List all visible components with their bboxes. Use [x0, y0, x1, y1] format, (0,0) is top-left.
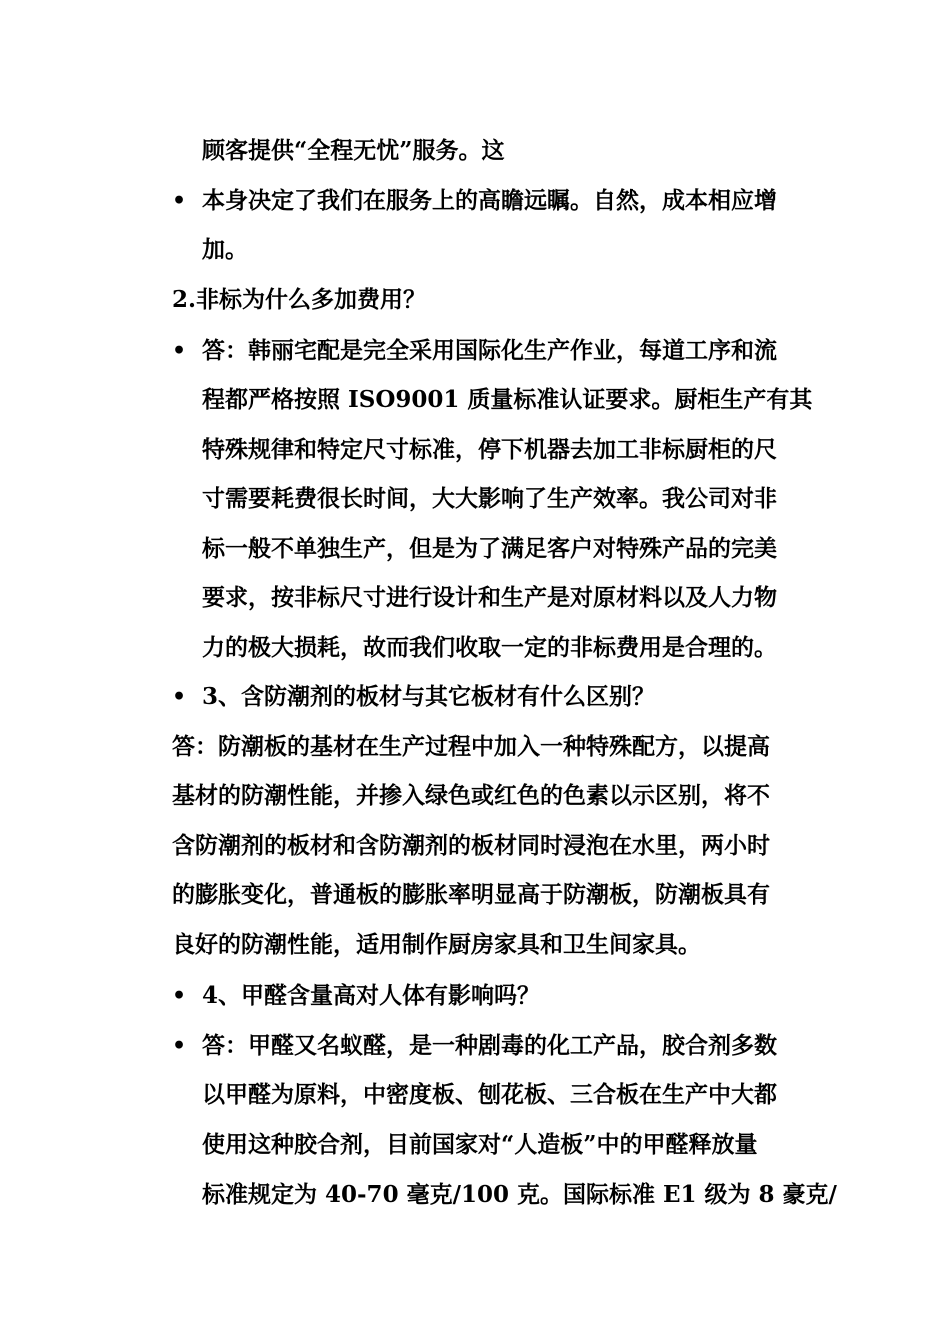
text-line: 本身决定了我们在服务上的高瞻远瞩。自然，成本相应增: [202, 187, 777, 214]
text-line: 力的极大损耗，故而我们收取一定的非标费用是合理的。: [202, 634, 777, 661]
text-line: 使用这种胶合剂，目前国家对“人造板”中的甲醛释放量: [202, 1131, 758, 1158]
text-line: 的膨胀变化，普通板的膨胀率明显高于防潮板，防潮板具有: [172, 881, 770, 908]
text-line: 加。: [202, 236, 248, 263]
text-line: 标一般不单独生产，但是为了满足客户对特殊产品的完美: [202, 535, 777, 562]
text-line: 标准规定为 40-70 毫克/100 克。国际标准 E1 级为 8 豪克/: [202, 1181, 837, 1208]
text-line: 答：甲醛又名蚁醛，是一种剧毒的化工产品，胶合剂多数: [202, 1032, 777, 1059]
text-line: 以甲醛为原料，中密度板、刨花板、三合板在生产中大都: [202, 1081, 777, 1108]
bullet-marker: •: [172, 684, 187, 710]
text-line: 程都严格按照 ISO9001 质量标准认证要求。厨柜生产有其: [202, 386, 813, 413]
text-line: 顾客提供“全程无忧”服务。这: [202, 137, 505, 164]
text-line: 2.非标为什么多加费用？: [172, 286, 427, 313]
bullet-marker: •: [172, 338, 187, 364]
text-line: 良好的防潮性能，适用制作厨房家具和卫生间家具。: [172, 931, 701, 958]
text-line: 3、含防潮剂的板材与其它板材有什么区别？: [202, 683, 656, 710]
text-line: 基材的防潮性能，并掺入绿色或红色的色素以示区别，将不: [172, 782, 770, 809]
bullet-marker: •: [172, 1033, 187, 1059]
text-line: 答：防潮板的基材在生产过程中加入一种特殊配方，以提高: [172, 733, 770, 760]
text-line: 特殊规律和特定尺寸标准，停下机器去加工非标厨柜的尺: [202, 436, 777, 463]
bullet-marker: •: [172, 188, 187, 214]
text-line: 寸需要耗费很长时间，大大影响了生产效率。我公司对非: [202, 485, 777, 512]
text-line: 要求，按非标尺寸进行设计和生产是对原材料以及人力物: [202, 584, 777, 611]
text-line: 4、甲醛含量高对人体有影响吗？: [202, 982, 541, 1009]
bullet-marker: •: [172, 983, 187, 1009]
text-line: 含防潮剂的板材和含防潮剂的板材同时浸泡在水里，两小时: [172, 832, 770, 859]
text-line: 答：韩丽宅配是完全采用国际化生产作业，每道工序和流: [202, 337, 777, 364]
